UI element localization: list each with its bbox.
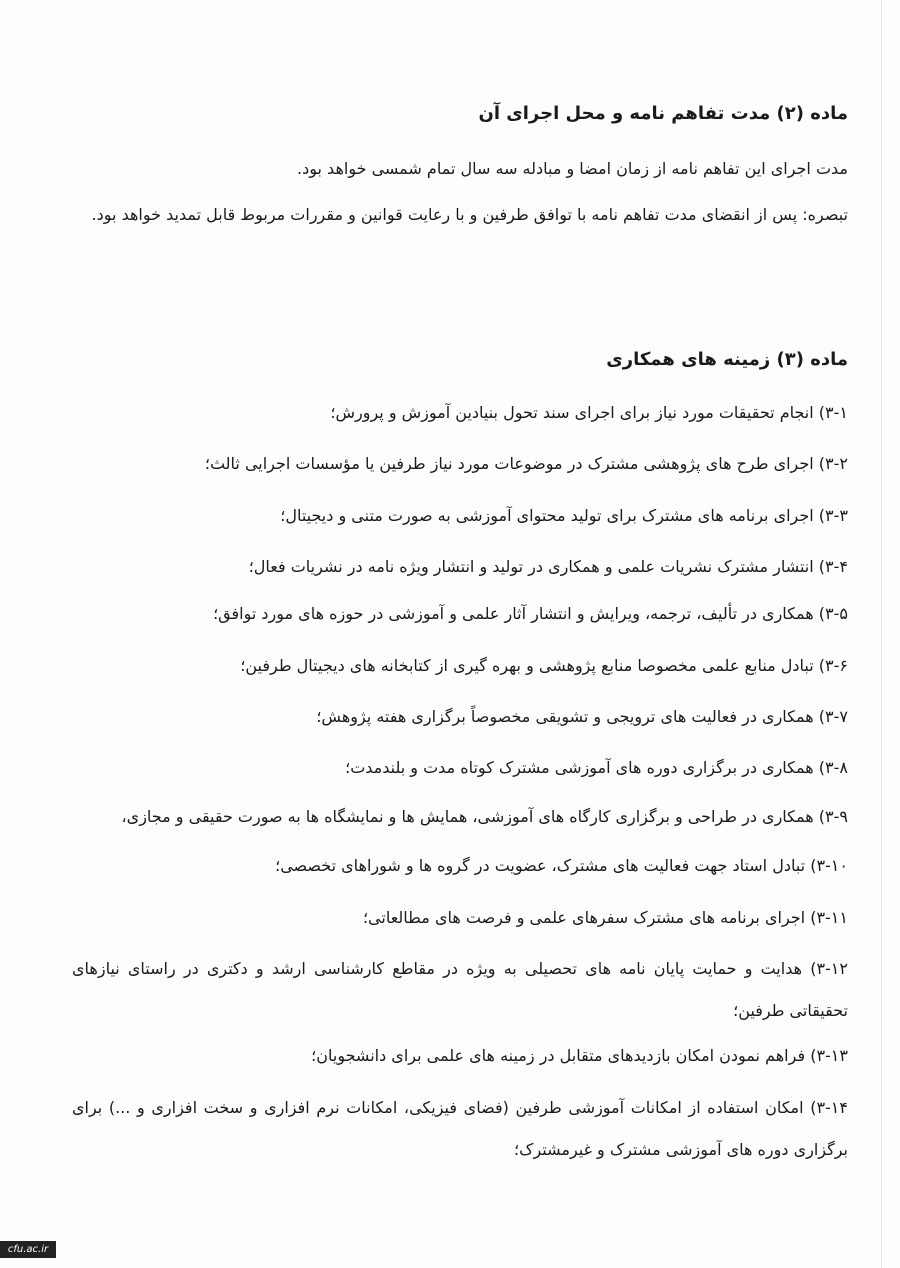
list-item: ۳-۵) همکاری در تألیف، ترجمه، ویرایش و انتشار آثار علمی و آموزشی در حوزه های مورد توافق؛	[213, 604, 848, 623]
article-2-heading: ماده (۲) مدت تفاهم نامه و محل اجرای آن	[478, 103, 848, 124]
list-item: ۳-۷) همکاری در فعالیت های ترویجی و تشویقی مخصوصاً برگزاری هفته پژوهش؛	[316, 707, 848, 726]
list-item: ۳-۳) اجرای برنامه های مشترک برای تولید محتوای آموزشی به صورت متنی و دیجیتال؛	[280, 506, 848, 525]
list-item: ۳-۱) انجام تحقیقات مورد نیاز برای اجرای سند تحول بنیادین آموزش و پرورش؛	[330, 403, 848, 422]
list-item: ۳-۱۲) هدایت و حمایت پایان نامه های تحصیلی به ویژه در مقاطع کارشناسی ارشد و دکتری در راستای نیازهای تحقیقاتی طرفین؛	[72, 959, 848, 1020]
site-logo: cfu.ac.ir	[0, 1241, 56, 1258]
list-item: ۳-۹) همکاری در طراحی و برگزاری کارگاه های آموزشی، همایش ها و نمایشگاه ها به صورت حقیقی و مجازی،	[121, 807, 848, 826]
page-edge	[881, 0, 882, 1268]
list-item: ۳-۱۰) تبادل استاد جهت فعالیت های مشترک، عضویت در گروه ها و شوراهای تخصصی؛	[275, 856, 848, 875]
list-item: ۳-۶) تبادل منابع علمی مخصوصا منابع پژوهشی و بهره گیری از کتابخانه های دیجیتال طرفین؛	[240, 656, 848, 675]
list-item: ۳-۴) انتشار مشترک نشریات علمی و همکاری در تولید و انتشار ویژه نامه در نشریات فعال؛	[248, 557, 848, 576]
list-item: ۳-۱۱) اجرای برنامه های مشترک سفرهای علمی و فرصت های مطالعاتی؛	[362, 908, 848, 927]
article-2-note: تبصره: پس از انقضای مدت تفاهم نامه با توافق طرفین و با رعایت قوانین و مقررات مربوط قابل تمدید خواهد بود.	[91, 205, 848, 224]
article-2-body: مدت اجرای این تفاهم نامه از زمان امضا و مبادله سه سال تمام شمسی خواهد بود.	[297, 159, 848, 178]
list-item: ۳-۲) اجرای طرح های پژوهشی مشترک در موضوعات مورد نیاز طرفین یا مؤسسات اجرایی ثالث؛	[204, 454, 848, 473]
list-item: ۳-۱۴) امکان استفاده از امکانات آموزشی طرفین (فضای فیزیکی، امکانات نرم افزاری و سخت افزاری و ...) برای برگزاری دوره های آموزشی مشترک و غیرمشترک؛	[72, 1098, 848, 1159]
list-item: ۳-۱۳) فراهم نمودن امکان بازدیدهای متقابل در زمینه های علمی برای دانشجویان؛	[311, 1046, 848, 1065]
article-3-heading: ماده (۳) زمینه های همکاری	[606, 349, 848, 370]
list-item: ۳-۸) همکاری در برگزاری دوره های آموزشی مشترک کوتاه مدت و بلندمدت؛	[345, 758, 848, 777]
